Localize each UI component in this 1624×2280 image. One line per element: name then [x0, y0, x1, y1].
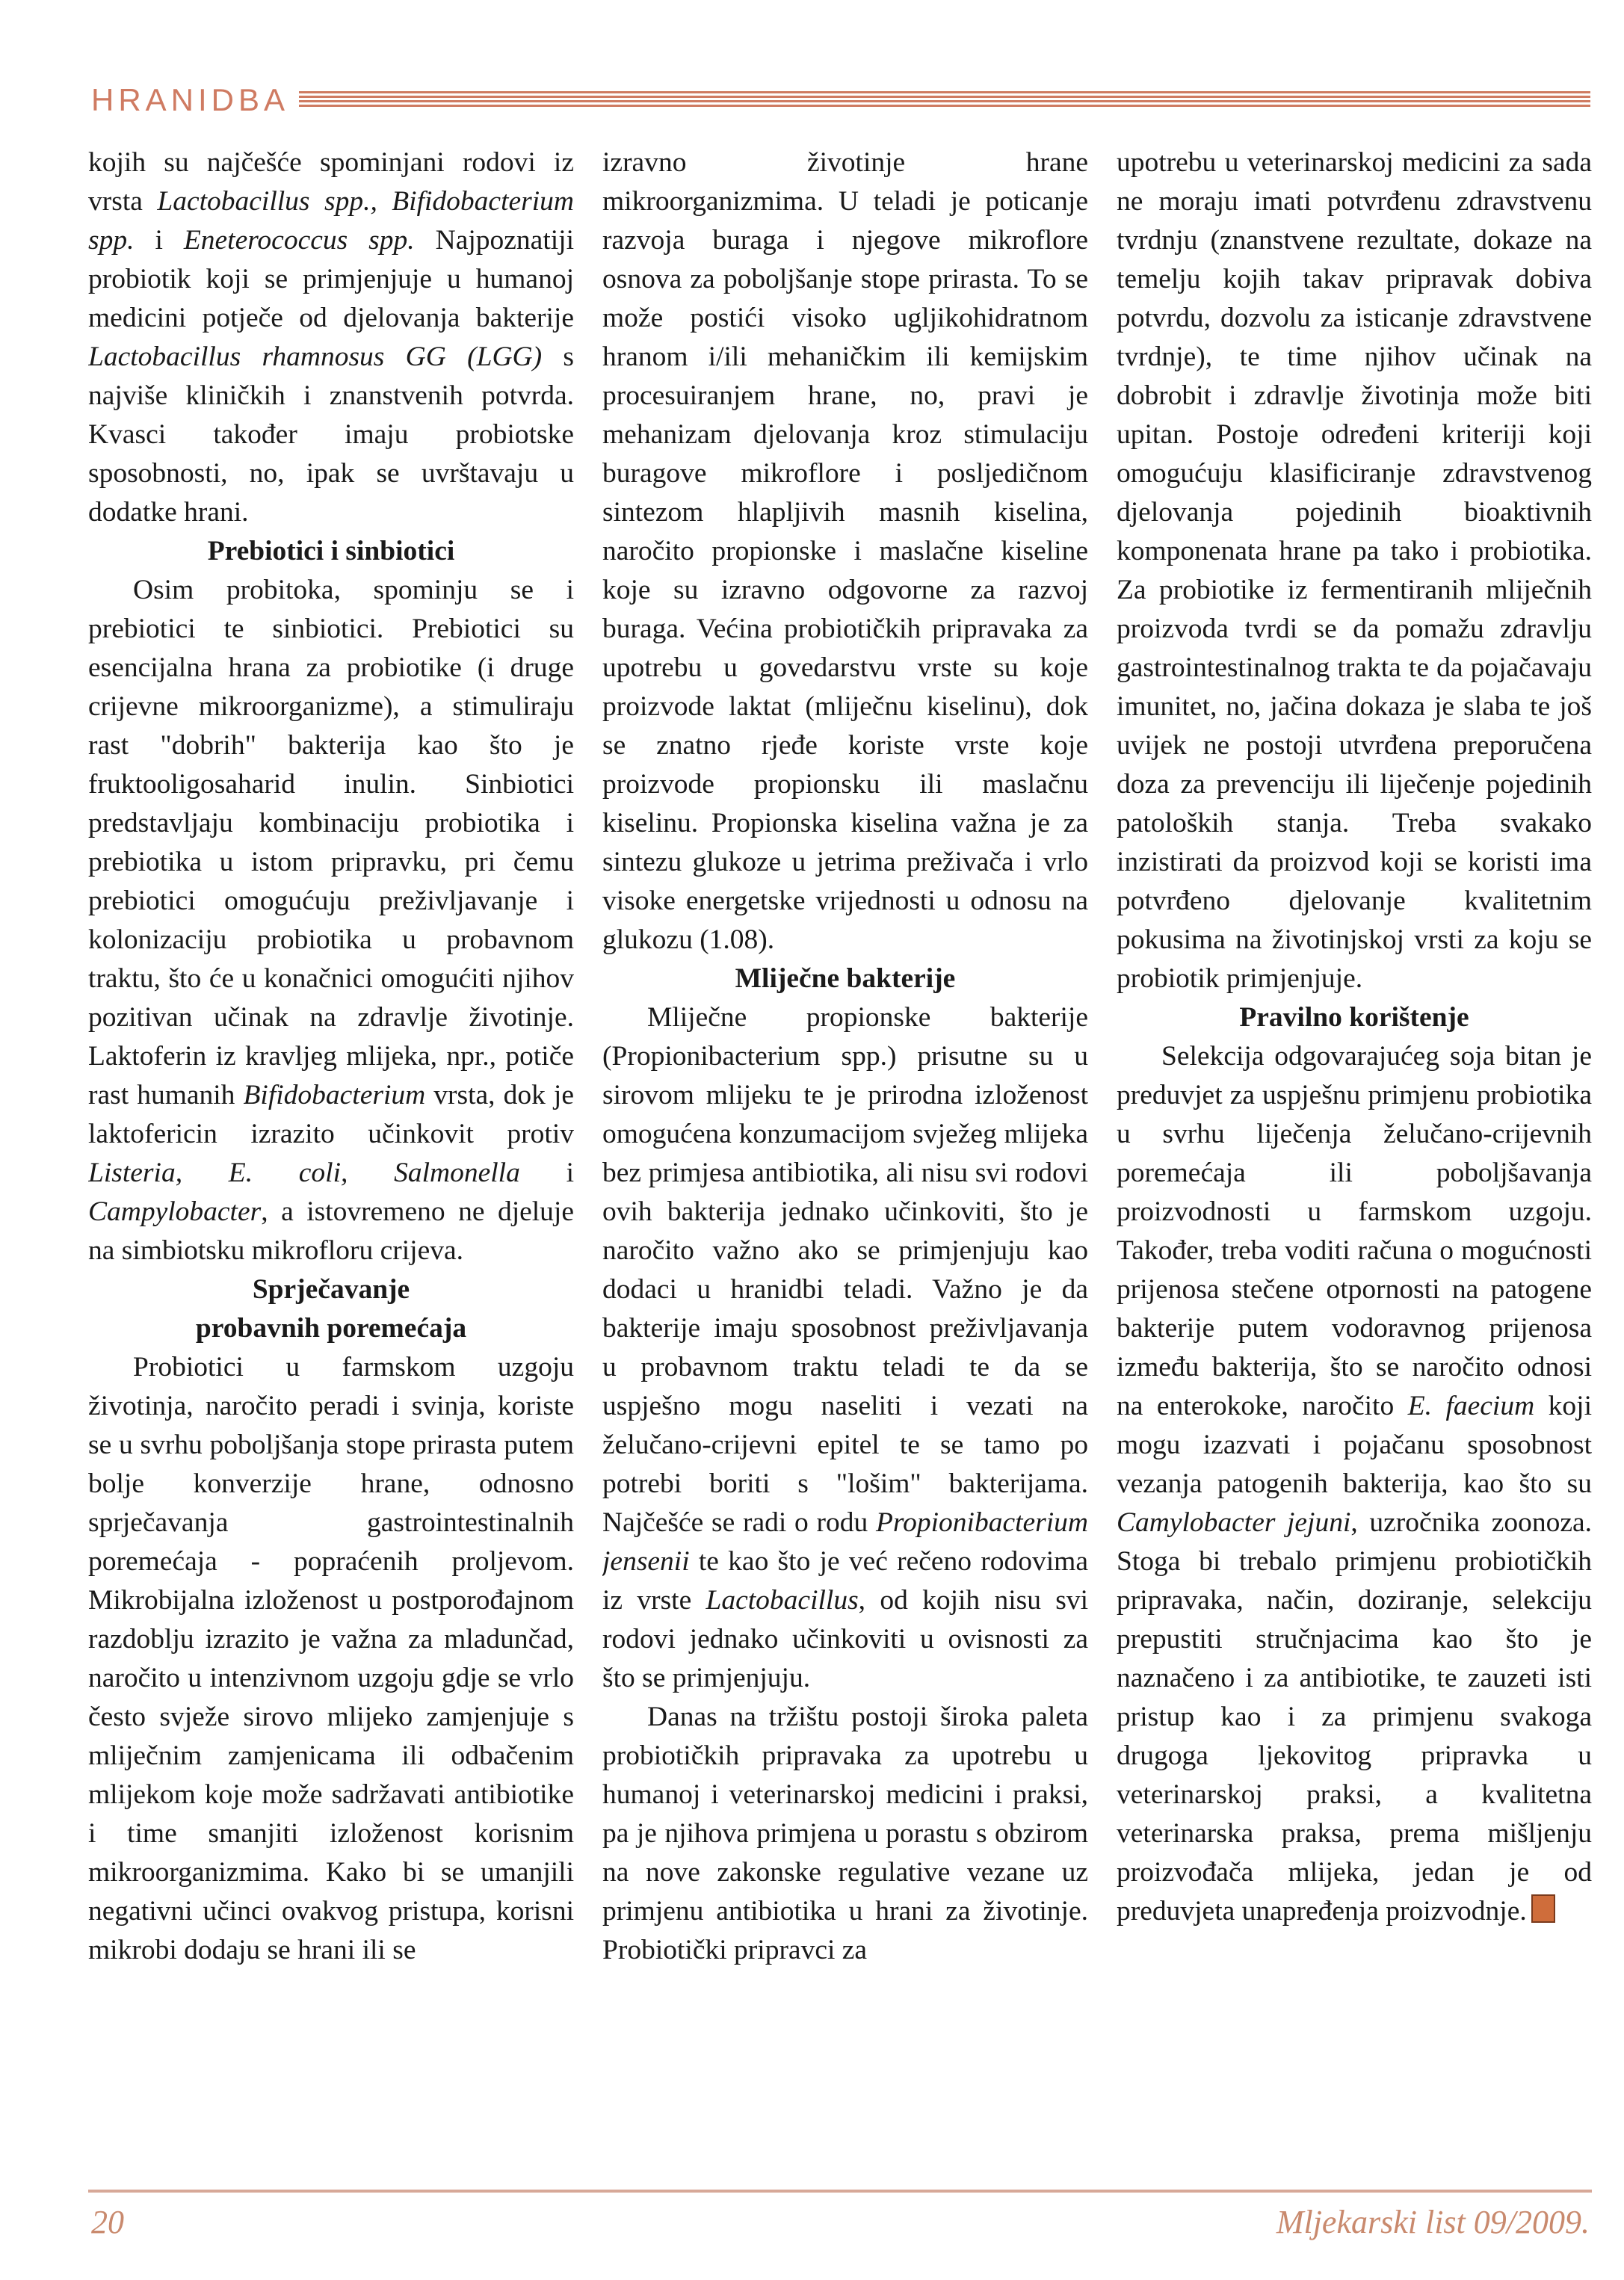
paragraph: Probiotici u farmskom uzgoju životinja, naročito peradi i svinja, koriste se u svrhu poboljšanja stope prirasta putem bolje konverzije hrane, odnosno sprječavanja gastrointestinalnih poremećaja - popraćenih proljevom. Mikrobijalna izloženost u postporođajnom razdoblju izrazito je važna za mladunčad, naročito u intenzivnom uzgoju gdje se vrlo često svježe sirovo mlijeko zamjenjuje s mliječnim zamjenicama ili odbačenim mlijekom koje može sadržavati antibiotike i time smanjiti izloženost korisnim mikroorganizmima. Kako bi se umanjili negativni učinci ovakvog pristupa, korisni mikrobi dodaju se hrani ili se	[88, 1352, 574, 1965]
paragraph: Danas na tržištu postoji široka paleta probiotičkih pripravaka za upotrebu u humanoj i veterinarskoj medicini i praksi, pa je njihova primjena u porastu s obzirom na nove zakonske regulative vezane uz primjenu antibiotika u hrani za životinje. Probiotički pripravci za	[602, 1702, 1088, 1965]
subheading-prebiotici: Prebiotici i sinbiotici	[207, 536, 455, 566]
paragraph: izravno životinje hrane mikroorganizmima. U teladi je poticanje razvoja buraga i njegove mikroflore osnova za poboljšanje stope prirasta. To se može postići visoko ugljikohidratnom hranom i/ili mehaničkim ili kemijskim procesuiranjem hrane, no, pravi je mehanizam djelovanja kroz stimulaciju buragove mikroflore i posljedičnom sintezom hlapljivih masnih kiselina, naročito propionske i maslačne kiseline koje su izravno odgovorne za razvoj buraga. Većina probiotičkih pripravaka za upotrebu u govedarstvu vrste su koje proizvode laktat (mliječnu kiselinu), dok se znatno rjeđe koriste vrste koje proizvode propionsku ili maslačnu kiselinu. Propionska kiselina važna je za sintezu glukoze u jetrima preživača i vrlo visoke energetske vrijednosti u odnosu na glukozu (1.08).	[602, 147, 1088, 955]
paragraph: upotrebu u veterinarskoj medicini za sada ne moraju imati potvrđenu zdravstvenu tvrdnju (znanstvene rezultate, dokaze na temelju kojih takav pripravak dobiva potvrdu, dozvolu za isticanje zdravstvene tvrdnje), te time njihov učinak na dobrobit i zdravlje životinja može biti upitan. Postoje određeni kriteriji koji omogućuju klasificiranje zdravstvenog djelovanja pojedinih bioaktivnih komponenata hrane pa tako i probiotika. Za probiotike iz fermentiranih mliječnih proizvoda tvrdi se da pomažu zdravlju gastrointestinalnog trakta te da pojačavaju imunitet, no, jačina dokaza je slaba te još uvijek ne postoji utvrđena preporučena doza za prevenciju ili liječenje pojedinih patoloških stanja. Treba svakako inzistirati da proizvod koji se koristi ima potvrđeno djelovanje kvalitetnim pokusima na životinjskoj vrsti za koju se probiotik primjenjuje.	[1117, 147, 1592, 994]
header-rule	[299, 91, 1590, 108]
subheading-sprjecavanje: Sprječavanje probavnih poremećaja	[195, 1274, 467, 1344]
article-body	[88, 143, 1592, 2176]
end-of-article-icon	[1531, 1894, 1555, 1923]
column-2	[602, 143, 1088, 2176]
column-3	[1117, 143, 1592, 2176]
footer-rule	[88, 2190, 1592, 2193]
section-title: HRANIDBA	[91, 82, 290, 117]
paragraph: Mliječne propionske bakterije (Propionibacterium spp.) prisutne su u sirovom mlijeku te je prirodna izloženost omogućena konzumacijom svježeg mlijeka bez primjesa antibiotika, ali nisu svi rodovi ovih bakterija jednako učinkoviti, što je naročito važno ako se primjenjuju kao dodaci u hranidbi teladi. Važno je da bakterije imaju sposobnost preživljavanja u probavnom traktu teladi te da se uspješno mogu naseliti i vezati na želučano-crijevni epitel te se tamo po potrebi boriti s "lošim" bakterijama. Najčešće se radi o rodu Propionibacterium jensenii te kao što je već rečeno rodovima iz vrste Lactobacillus, od kojih nisu svi rodovi jednako učinkoviti u ovisnosti za što se primjenjuju.	[602, 1002, 1088, 1693]
column-1	[88, 143, 574, 2176]
paragraph: Osim probitoka, spominju se i prebiotici te sinbiotici. Prebiotici su esencijalna hrana za probiotike (i druge crijevne mikroorganizme), a stimuliraju rast "dobrih" bakterija kao što je fruktooligosaharid inulin. Sinbiotici predstavljaju kombinaciju probiotika i prebiotika u istom pripravku, pri čemu prebiotici omogućuju preživljavanje i kolonizaciju probiotika u probavnom traktu, što će u konačnici omogućiti njihov pozitivan učinak na zdravlje životinje. Laktoferin iz kravljeg mlijeka, npr., potiče rast humanih Bifidobacterium vrsta, dok je laktofericin izrazito učinkovit protiv Listeria, E. coli, Salmonella i Campylobacter, a istovremeno ne djeluje na simbiotsku mikrofloru crijeva.	[88, 575, 574, 1266]
page-number: 20	[91, 2204, 124, 2240]
paragraph: kojih su najčešće spominjani rodovi iz vrsta Lactobacillus spp., Bifidobacterium spp. i Eneterococcus spp. Najpoznatiji probiotik koji se primjenjuje u humanoj medicini potječe od djelovanja bakterije Lactobacillus rhamnosus GG (LGG) s najviše kliničkih i znanstvenih potvrda. Kvasci također imaju probiotske sposobnosti, no, ipak se uvrštavaju u dodatke hrani.	[88, 147, 574, 528]
journal-issue: Mljekarski list 09/2009.	[1276, 2204, 1590, 2240]
subheading-mlijecne-bakterije: Mliječne bakterije	[735, 963, 956, 994]
paragraph: Selekcija odgovarajućeg soja bitan je preduvjet za uspješnu primjenu probiotika u svrhu liječenja želučano-crijevnih poremećaja ili poboljšavanja proizvodnosti u farmskom uzgoju. Također, treba voditi računa o mogućnosti prijenosa stečene otpornosti na patogene bakterije putem vodoravnog prijenosa između bakterija, što se naročito odnosi na enterokoke, naročito E. faecium koji mogu izazvati i pojačanu sposobnost vezanja patogenih bakterija, kao što su Camylobacter jejuni, uzročnika zoonoza. Stoga bi trebalo primjenu probiotičkih pripravaka, način, doziranje, selekciju prepustiti stručnjacima kao što je naznačeno i za antibiotike, te zauzeti isti pristup kao i za primjenu svakoga drugoga ljekovitog pripravka u veterinarskoj praksi, a kvalitetna veterinarska praksa, prema mišljenju proizvođača mlijeka, jedan je od preduvjeta unapređenja proizvodnje.	[1117, 1041, 1592, 1927]
subheading-pravilno-koristenje: Pravilno korištenje	[1239, 1002, 1469, 1033]
